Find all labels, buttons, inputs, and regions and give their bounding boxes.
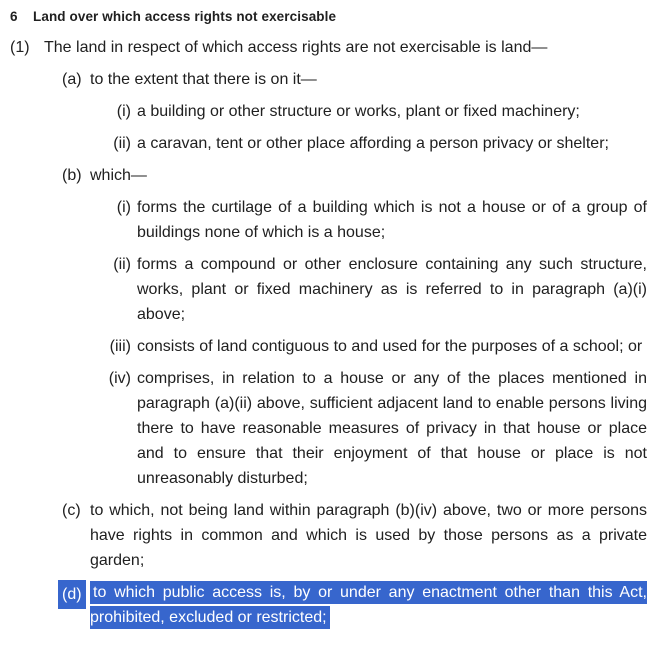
- provision-item-1b: [8, 163, 664, 188]
- provision-item-1a-i: [8, 99, 664, 124]
- provision-label-highlighted: (d): [58, 580, 86, 609]
- provision-label: (ii): [113, 256, 131, 273]
- provision-item-1b-i: [8, 195, 664, 245]
- provision-item-1a: [8, 67, 664, 92]
- provision-item-1a-ii: [8, 131, 664, 156]
- provision-text: to which, not being land within paragraph (b)(iv) above, two or more persons have rights in common and which is used by those persons as a private garden;: [90, 502, 647, 569]
- provision-item-1c: [8, 498, 664, 573]
- provision-text: forms the curtilage of a building which is not a house or of a group of buildings none of which is a house;: [137, 199, 647, 241]
- provision-label: (ii): [113, 135, 131, 152]
- provision-label: (a): [62, 71, 82, 88]
- provision-text: a caravan, tent or other place affording a person privacy or shelter;: [137, 135, 609, 152]
- provision-label: (i): [116, 103, 131, 120]
- provision-item-1b-ii: [8, 252, 664, 327]
- provision-text: consists of land contiguous to and used for the purposes of a school; or: [137, 338, 643, 355]
- provision-text: comprises, in relation to a house or any of the places mentioned in paragraph (a)(ii) above, sufficient adjacent land to enable persons living there to have reasonable measures of privacy in that house or place and to ensure that their enjoyment of that house or place is not unreasonably disturbed;: [137, 370, 647, 487]
- provision-text: The land in respect of which access rights are not exercisable is land—: [44, 39, 548, 56]
- provision-text: a building or other structure or works, plant or fixed machinery;: [137, 103, 580, 120]
- section-number: 6: [10, 9, 18, 24]
- provision-item-1b-iv: [8, 366, 664, 491]
- provision-item-1d-selected: [8, 580, 664, 630]
- provision-label: (i): [116, 199, 131, 216]
- section-title: Land over which access rights not exercisable: [33, 9, 337, 24]
- provision-label: (b): [62, 167, 82, 184]
- provision-text-highlighted: to which public access is, by or under any enactment other than this Act, prohibited, excluded or restricted;: [90, 581, 647, 629]
- provision-label: (iii): [109, 338, 131, 355]
- provision-text: to the extent that there is on it—: [90, 71, 317, 88]
- provision-label: (c): [62, 502, 81, 519]
- provision-label: (iv): [108, 370, 131, 387]
- provision-item-1b-iii: [8, 334, 664, 359]
- provision-label: (1): [10, 39, 30, 56]
- section-heading: [8, 8, 664, 25]
- provision-item-1: [8, 35, 664, 60]
- provision-text: which—: [90, 167, 147, 184]
- provision-text: forms a compound or other enclosure containing any such structure, works, plant or fixed machinery as is referred to in paragraph (a)(i) above;: [137, 256, 647, 323]
